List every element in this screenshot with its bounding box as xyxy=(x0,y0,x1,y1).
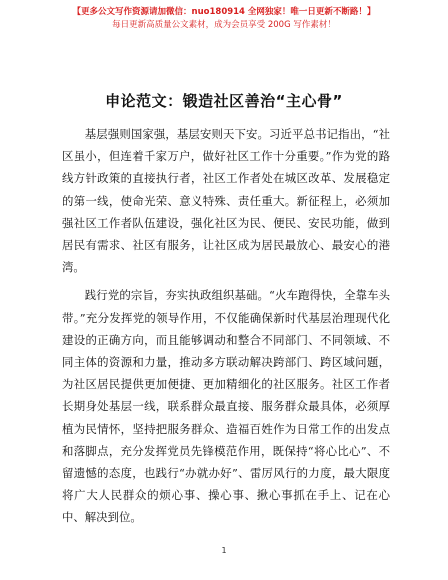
document-title: 申论范文：锻造社区善治“主心骨” xyxy=(105,92,343,110)
promo-banner-line1: 【更多公文写作资源请加微信：nuo180914 全网独家！唯一日更新不断路！】 xyxy=(72,7,376,17)
paragraph-1: 基层强则国家强，基层安则天下安。习近平总书记指出，“社区虽小，但连着千家万户，做好社区工作十分重要。”作为党的路线方针政策的直接执行者，社区工作者处在城区改革、发展稳定的第一线，使命光荣、意义特殊、责任重大。新征程上，必须加强社区工作者队伍建设，强化社区为民、便民、安民功能，做到居民有需求、社区有服务，让社区成为居民最放心、最安心的港湾。 xyxy=(62,127,390,275)
document-body xyxy=(62,123,390,535)
promo-banner-line2: 每日更新高质量公文素材，成为会员享受 200G 写作素材！ xyxy=(112,20,336,30)
paragraph-2: 践行党的宗旨，夯实执政组织基础。“火车跑得快，全靠车头带。”充分发挥党的领导作用，不仅能确保新时代基层治理现代化建设的正确方向，而且能够调动和整合不同部门、不同领域、不同主体的资源和力量，推动多方联动解决跨部门、跨区域问题，为社区居民提供更加便捷、更加精细化的社区服务。社区工作者长期身处基层一线，联系群众最直接、服务群众最具体，必须厚植为民情怀，坚持把服务群众、造福百姓作为日常工作的出发点和落脚点，充分发挥党员先锋模范作用，既保持“将心比心”、不留遗憾的态度，也践行“办就办好”、雷厉风行的力度，最大限度将广大人民群众的烦心事、操心事、揪心事抓在手上、记在心中、解决到位。 xyxy=(62,288,390,525)
promo-banner xyxy=(0,6,448,32)
page-number: 1 xyxy=(221,546,227,555)
